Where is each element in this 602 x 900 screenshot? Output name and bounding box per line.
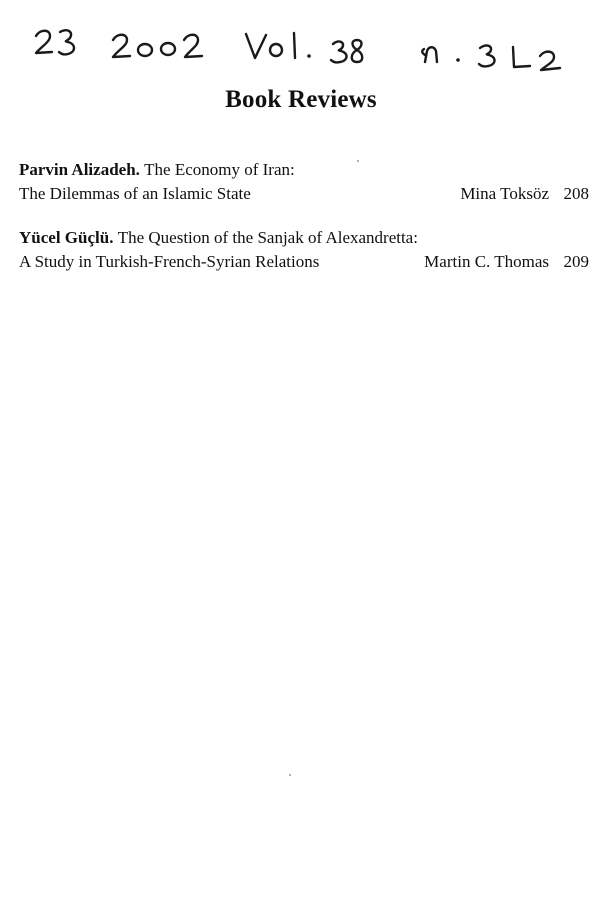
review-page-number: 209 [563,252,589,271]
handwritten-annotation [0,0,602,90]
review-entry [19,226,589,274]
review-book-title-line-2: The Dilemmas of an Islamic State [19,184,251,203]
review-book-title-line-1: The Question of the Sanjak of Alexandretta: [117,228,418,247]
review-book-title-line-1: The Economy of Iran: [144,160,295,179]
review-entry-line-2 [19,182,589,206]
review-author: Parvin Alizadeh. [19,160,140,179]
section-title: Book Reviews [225,86,377,113]
review-author: Yücel Güçlü. [19,228,114,247]
handwritten-annotation-drawing [0,0,602,90]
review-reviewer: Mina Toksöz [460,184,549,203]
review-reviewer: Martin C. Thomas [424,252,549,271]
review-entry [19,158,589,206]
scan-speck [289,774,291,776]
review-page-number: 208 [563,184,589,203]
review-entry-line-1 [19,226,589,250]
scan-speck [357,160,359,162]
review-entry-line-2 [19,250,589,274]
review-book-title-line-2: A Study in Turkish-French-Syrian Relations [19,252,320,271]
review-entry-line-1 [19,158,589,182]
